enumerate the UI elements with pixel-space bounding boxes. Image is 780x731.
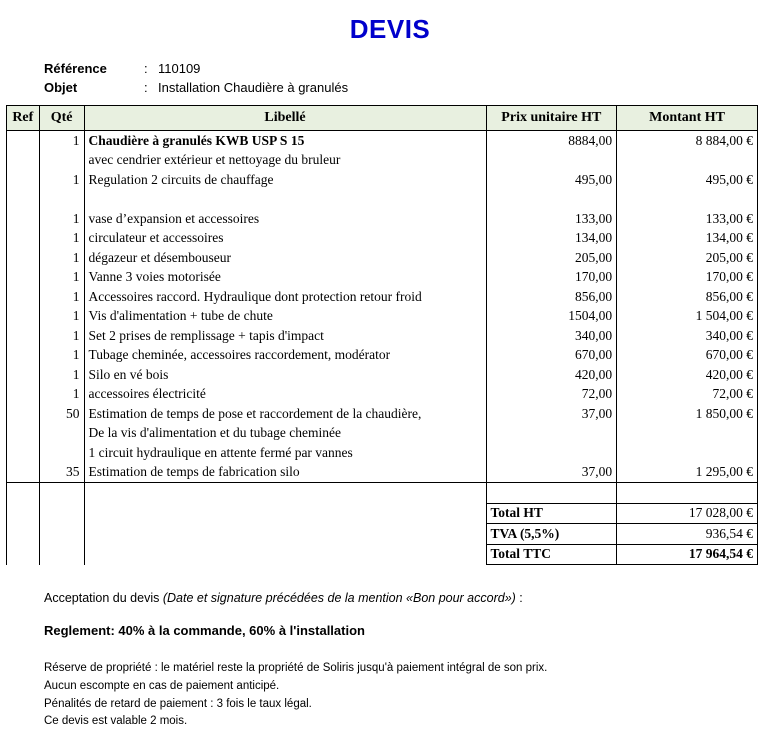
table-row: [7, 229, 758, 249]
cell-libelle: De la vis d'alimentation et du tubage cheminée: [84, 424, 486, 444]
totals-empty-cell: [84, 524, 486, 545]
column-header-libelle: Libellé: [84, 106, 486, 131]
devis-document: [0, 14, 780, 728]
cell-montant: 1 295,00 €: [617, 463, 758, 483]
objet-separator: :: [144, 80, 148, 95]
cell-libelle: accessoires électricité: [84, 385, 486, 405]
cell-ref: [7, 131, 40, 151]
cell-montant: 420,00 €: [617, 365, 758, 385]
cell-qte: 1: [39, 307, 84, 327]
totals-empty-cell: [7, 503, 40, 524]
cell-prix-unitaire: 340,00: [486, 326, 617, 346]
cell-libelle: Vanne 3 voies motorisée: [84, 268, 486, 288]
column-header-qte: Qté: [39, 106, 84, 131]
cell-qte: 1: [39, 268, 84, 288]
cell-prix-unitaire: 670,00: [486, 346, 617, 366]
table-row: [7, 365, 758, 385]
totals-value: 17 028,00 €: [617, 503, 758, 524]
reference-label: Référence: [44, 61, 107, 76]
cell-ref: [7, 326, 40, 346]
table-row: [7, 443, 758, 463]
cell-qte: 50: [39, 404, 84, 424]
spacer-cell: [84, 483, 486, 504]
cell-prix-unitaire: 170,00: [486, 268, 617, 288]
totals-row: [7, 544, 758, 565]
cell-prix-unitaire: 72,00: [486, 385, 617, 405]
table-row: [7, 404, 758, 424]
table-row: [7, 463, 758, 483]
cell-ref: [7, 404, 40, 424]
totals-empty-cell: [39, 503, 84, 524]
totals-empty-cell: [84, 544, 486, 565]
cell-libelle: Chaudière à granulés KWB USP S 15: [84, 131, 486, 151]
cell-montant: 72,00 €: [617, 385, 758, 405]
spacer-cell: [7, 483, 40, 504]
fineprint-block: [44, 660, 780, 731]
totals-label: TVA (5,5%): [486, 524, 617, 545]
totals-row: [7, 524, 758, 545]
table-row: [7, 326, 758, 346]
cell-libelle: [84, 190, 486, 210]
cell-prix-unitaire: 37,00: [486, 404, 617, 424]
cell-montant: 133,00 €: [617, 209, 758, 229]
cell-libelle: Estimation de temps de pose et raccordement de la chaudière,: [84, 404, 486, 424]
cell-prix-unitaire: [486, 151, 617, 171]
cell-ref: [7, 287, 40, 307]
cell-montant: 205,00 €: [617, 248, 758, 268]
cell-montant: [617, 443, 758, 463]
totals-body: [7, 483, 758, 565]
meta-row-objet: [44, 80, 780, 95]
cell-libelle: vase d’expansion et accessoires: [84, 209, 486, 229]
cell-qte: 35: [39, 463, 84, 483]
cell-prix-unitaire: 134,00: [486, 229, 617, 249]
page-title: DEVIS: [349, 14, 431, 44]
table-row: [7, 209, 758, 229]
totals-label: Total HT: [486, 503, 617, 524]
cell-libelle: dégazeur et désembouseur: [84, 248, 486, 268]
cell-ref: [7, 424, 40, 444]
reglement-line: Reglement: 40% à la commande, 60% à l'installation: [44, 623, 365, 638]
cell-prix-unitaire: 8884,00: [486, 131, 617, 151]
cell-qte: 1: [39, 385, 84, 405]
cell-ref: [7, 307, 40, 327]
cell-prix-unitaire: 1504,00: [486, 307, 617, 327]
column-header-ref: Ref: [7, 106, 40, 131]
cell-prix-unitaire: [486, 190, 617, 210]
totals-empty-cell: [7, 524, 40, 545]
cell-ref: [7, 248, 40, 268]
line-items-table: [6, 105, 758, 565]
fineprint-line: Ce devis est valable 2 mois.: [44, 715, 188, 728]
cell-ref: [7, 443, 40, 463]
cell-ref: [7, 229, 40, 249]
meta-row-reference: [44, 61, 780, 76]
cell-montant: 1 850,00 €: [617, 404, 758, 424]
spacer-cell: [617, 483, 758, 504]
cell-libelle: circulateur et accessoires: [84, 229, 486, 249]
reference-value: 110109: [158, 61, 201, 76]
cell-prix-unitaire: 420,00: [486, 365, 617, 385]
totals-value: 936,54 €: [617, 524, 758, 545]
objet-label: Objet: [44, 80, 78, 95]
cell-ref: [7, 151, 40, 171]
totals-empty-cell: [7, 544, 40, 565]
document-meta: [44, 61, 780, 95]
totals-label: Total TTC: [486, 544, 617, 565]
cell-libelle: Silo en vé bois: [84, 365, 486, 385]
cell-ref: [7, 346, 40, 366]
table-row: [7, 190, 758, 210]
document-footer: [44, 591, 780, 731]
spacer-cell: [486, 483, 617, 504]
cell-libelle: Set 2 prises de remplissage + tapis d'impact: [84, 326, 486, 346]
cell-prix-unitaire: 133,00: [486, 209, 617, 229]
cell-montant: 856,00 €: [617, 287, 758, 307]
cell-libelle: Regulation 2 circuits de chauffage: [84, 170, 486, 190]
table-row: [7, 151, 758, 171]
cell-prix-unitaire: 495,00: [486, 170, 617, 190]
totals-row: [7, 503, 758, 524]
cell-qte: 1: [39, 131, 84, 151]
cell-prix-unitaire: [486, 443, 617, 463]
table-row: [7, 268, 758, 288]
cell-prix-unitaire: 856,00: [486, 287, 617, 307]
column-header-montant: Montant HT: [617, 106, 758, 131]
cell-qte: [39, 190, 84, 210]
cell-montant: 1 504,00 €: [617, 307, 758, 327]
column-header-prix-unitaire: Prix unitaire HT: [486, 106, 617, 131]
table-row: [7, 287, 758, 307]
cell-qte: 1: [39, 365, 84, 385]
cell-ref: [7, 170, 40, 190]
cell-prix-unitaire: [486, 424, 617, 444]
cell-montant: 340,00 €: [617, 326, 758, 346]
totals-empty-cell: [84, 503, 486, 524]
cell-qte: [39, 424, 84, 444]
cell-prix-unitaire: 37,00: [486, 463, 617, 483]
cell-montant: 495,00 €: [617, 170, 758, 190]
cell-ref: [7, 209, 40, 229]
cell-qte: 1: [39, 209, 84, 229]
acceptation-line: [44, 591, 780, 605]
cell-qte: 1: [39, 229, 84, 249]
cell-montant: [617, 190, 758, 210]
cell-libelle: Vis d'alimentation + tube de chute: [84, 307, 486, 327]
cell-libelle: Estimation de temps de fabrication silo: [84, 463, 486, 483]
cell-ref: [7, 268, 40, 288]
cell-ref: [7, 463, 40, 483]
totals-value: 17 964,54 €: [617, 544, 758, 565]
table-row: [7, 170, 758, 190]
totals-empty-cell: [39, 544, 84, 565]
cell-libelle: avec cendrier extérieur et nettoyage du bruleur: [84, 151, 486, 171]
cell-qte: 1: [39, 326, 84, 346]
cell-ref: [7, 190, 40, 210]
cell-qte: 1: [39, 170, 84, 190]
cell-libelle: Accessoires raccord. Hydraulique dont protection retour froid: [84, 287, 486, 307]
cell-qte: 1: [39, 346, 84, 366]
totals-spacer: [7, 483, 758, 504]
table-row: [7, 248, 758, 268]
cell-prix-unitaire: 205,00: [486, 248, 617, 268]
table-row: [7, 385, 758, 405]
table-body: [7, 131, 758, 483]
totals-empty-cell: [39, 524, 84, 545]
spacer-cell: [39, 483, 84, 504]
cell-qte: 1: [39, 287, 84, 307]
acceptation-italic: (Date et signature précédées de la mention «Bon pour accord»): [162, 591, 516, 605]
cell-qte: [39, 151, 84, 171]
cell-ref: [7, 365, 40, 385]
cell-montant: 170,00 €: [617, 268, 758, 288]
acceptation-suffix: :: [515, 591, 523, 605]
cell-montant: 8 884,00 €: [617, 131, 758, 151]
table-row: [7, 131, 758, 151]
fineprint-line: Réserve de propriété : le matériel reste la propriété de Soliris jusqu'à paiement intégral de son prix.: [44, 662, 548, 674]
cell-montant: 670,00 €: [617, 346, 758, 366]
fineprint-line: Aucun escompte en cas de paiement anticipé.: [44, 679, 280, 692]
cell-ref: [7, 385, 40, 405]
reference-separator: :: [144, 61, 148, 76]
fineprint-line: Pénalités de retard de paiement : 3 fois le taux légal.: [44, 697, 312, 710]
objet-value: Installation Chaudière à granulés: [158, 80, 349, 95]
cell-montant: [617, 424, 758, 444]
cell-libelle: Tubage cheminée, accessoires raccordement, modérator: [84, 346, 486, 366]
cell-montant: [617, 151, 758, 171]
table-row: [7, 307, 758, 327]
acceptation-prefix: Acceptation du devis: [44, 591, 163, 605]
table-row: [7, 424, 758, 444]
cell-qte: 1: [39, 248, 84, 268]
cell-montant: 134,00 €: [617, 229, 758, 249]
cell-qte: [39, 443, 84, 463]
table-row: [7, 346, 758, 366]
table-header-row: [7, 106, 758, 131]
cell-libelle: 1 circuit hydraulique en attente fermé par vannes: [84, 443, 486, 463]
